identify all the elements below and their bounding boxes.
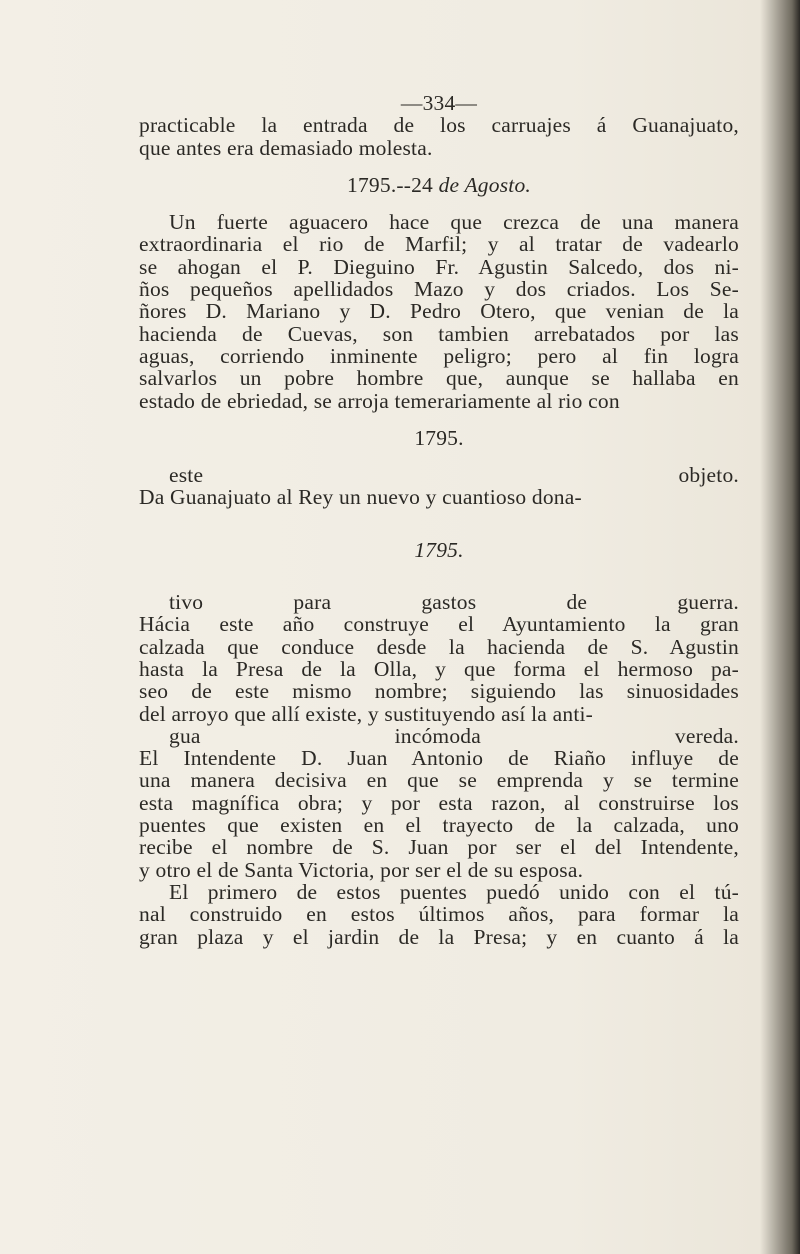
text-line: se ahogan el P. Dieguino Fr. Agustin Salcedo, dos ni-: [139, 254, 739, 279]
text-line: puentes que existen en el trayecto de la calzada, uno: [139, 813, 739, 838]
text-line: Hácia este año construye el Ayuntamiento la gran: [139, 612, 739, 637]
text-line: estado de ebriedad, se arroja temerariamente al rio con: [139, 388, 620, 413]
text-line: practicable la entrada de los carruajes á Guanajuato,: [139, 113, 739, 138]
page-number: —334—: [400, 91, 478, 115]
section-date: 1795.: [414, 425, 464, 450]
text-line: Da Guanajuato al Rey un nuevo y cuantioso dona-: [139, 485, 582, 510]
text-line: ños pequeños apellidados Mazo y dos criados. Los Se-: [139, 277, 739, 302]
text-line: El primero de estos puentes puedó unido con el tú-: [169, 879, 739, 904]
text-line: seo de este mismo nombre; siguiendo las sinuosidades: [139, 679, 739, 704]
text-line: nal construido en estos últimos años, para formar la: [139, 902, 739, 927]
text-line: gran plaza y el jardin de la Presa; y en cuanto á la: [139, 924, 739, 949]
text-line: hasta la Presa de la Olla, y que forma el hermoso pa-: [139, 656, 739, 681]
page-text: [139, 92, 739, 948]
text-line: gua incómoda vereda.: [169, 723, 739, 748]
text-line: extraordinaria el rio de Marfil; y al tratar de vadearlo: [139, 232, 739, 257]
text-line: salvarlos un pobre hombre que, aunque se hallaba en: [139, 366, 739, 391]
text-line: tivo para gastos de guerra.: [169, 590, 739, 615]
text-line: El Intendente D. Juan Antonio de Riaño influye de: [139, 746, 739, 771]
text-line: calzada que conduce desde la hacienda de S. Agustin: [139, 634, 739, 659]
text-line: este objeto.: [169, 463, 739, 488]
text-line: recibe el nombre de S. Juan por ser el del Intendente,: [139, 835, 739, 860]
text-line: y otro el de Santa Victoria, por ser el de su esposa.: [139, 857, 584, 882]
text-line: aguas, corriendo inminente peligro; pero al fin logra: [139, 343, 739, 368]
text-line: hacienda de Cuevas, son tambien arrebatados por las: [139, 321, 739, 346]
text-line: Un fuerte aguacero hace que crezca de una manera: [169, 210, 739, 235]
text-line: que antes era demasiado molesta.: [139, 135, 433, 160]
text-line: ñores D. Mariano y D. Pedro Otero, que venian de la: [139, 299, 739, 324]
date-year: 1795.--24: [347, 172, 434, 197]
section-date: [139, 174, 739, 196]
text-line: esta magnífica obra; y por esta razon, al construirse los: [139, 790, 739, 815]
text-line: del arroyo que allí existe, y sustituyendo así la anti-: [139, 701, 594, 726]
section-date: 1795.: [414, 537, 464, 562]
date-italic: de Agosto.: [438, 172, 531, 197]
text-line: una manera decisiva en que se emprenda y se termine: [139, 768, 739, 793]
